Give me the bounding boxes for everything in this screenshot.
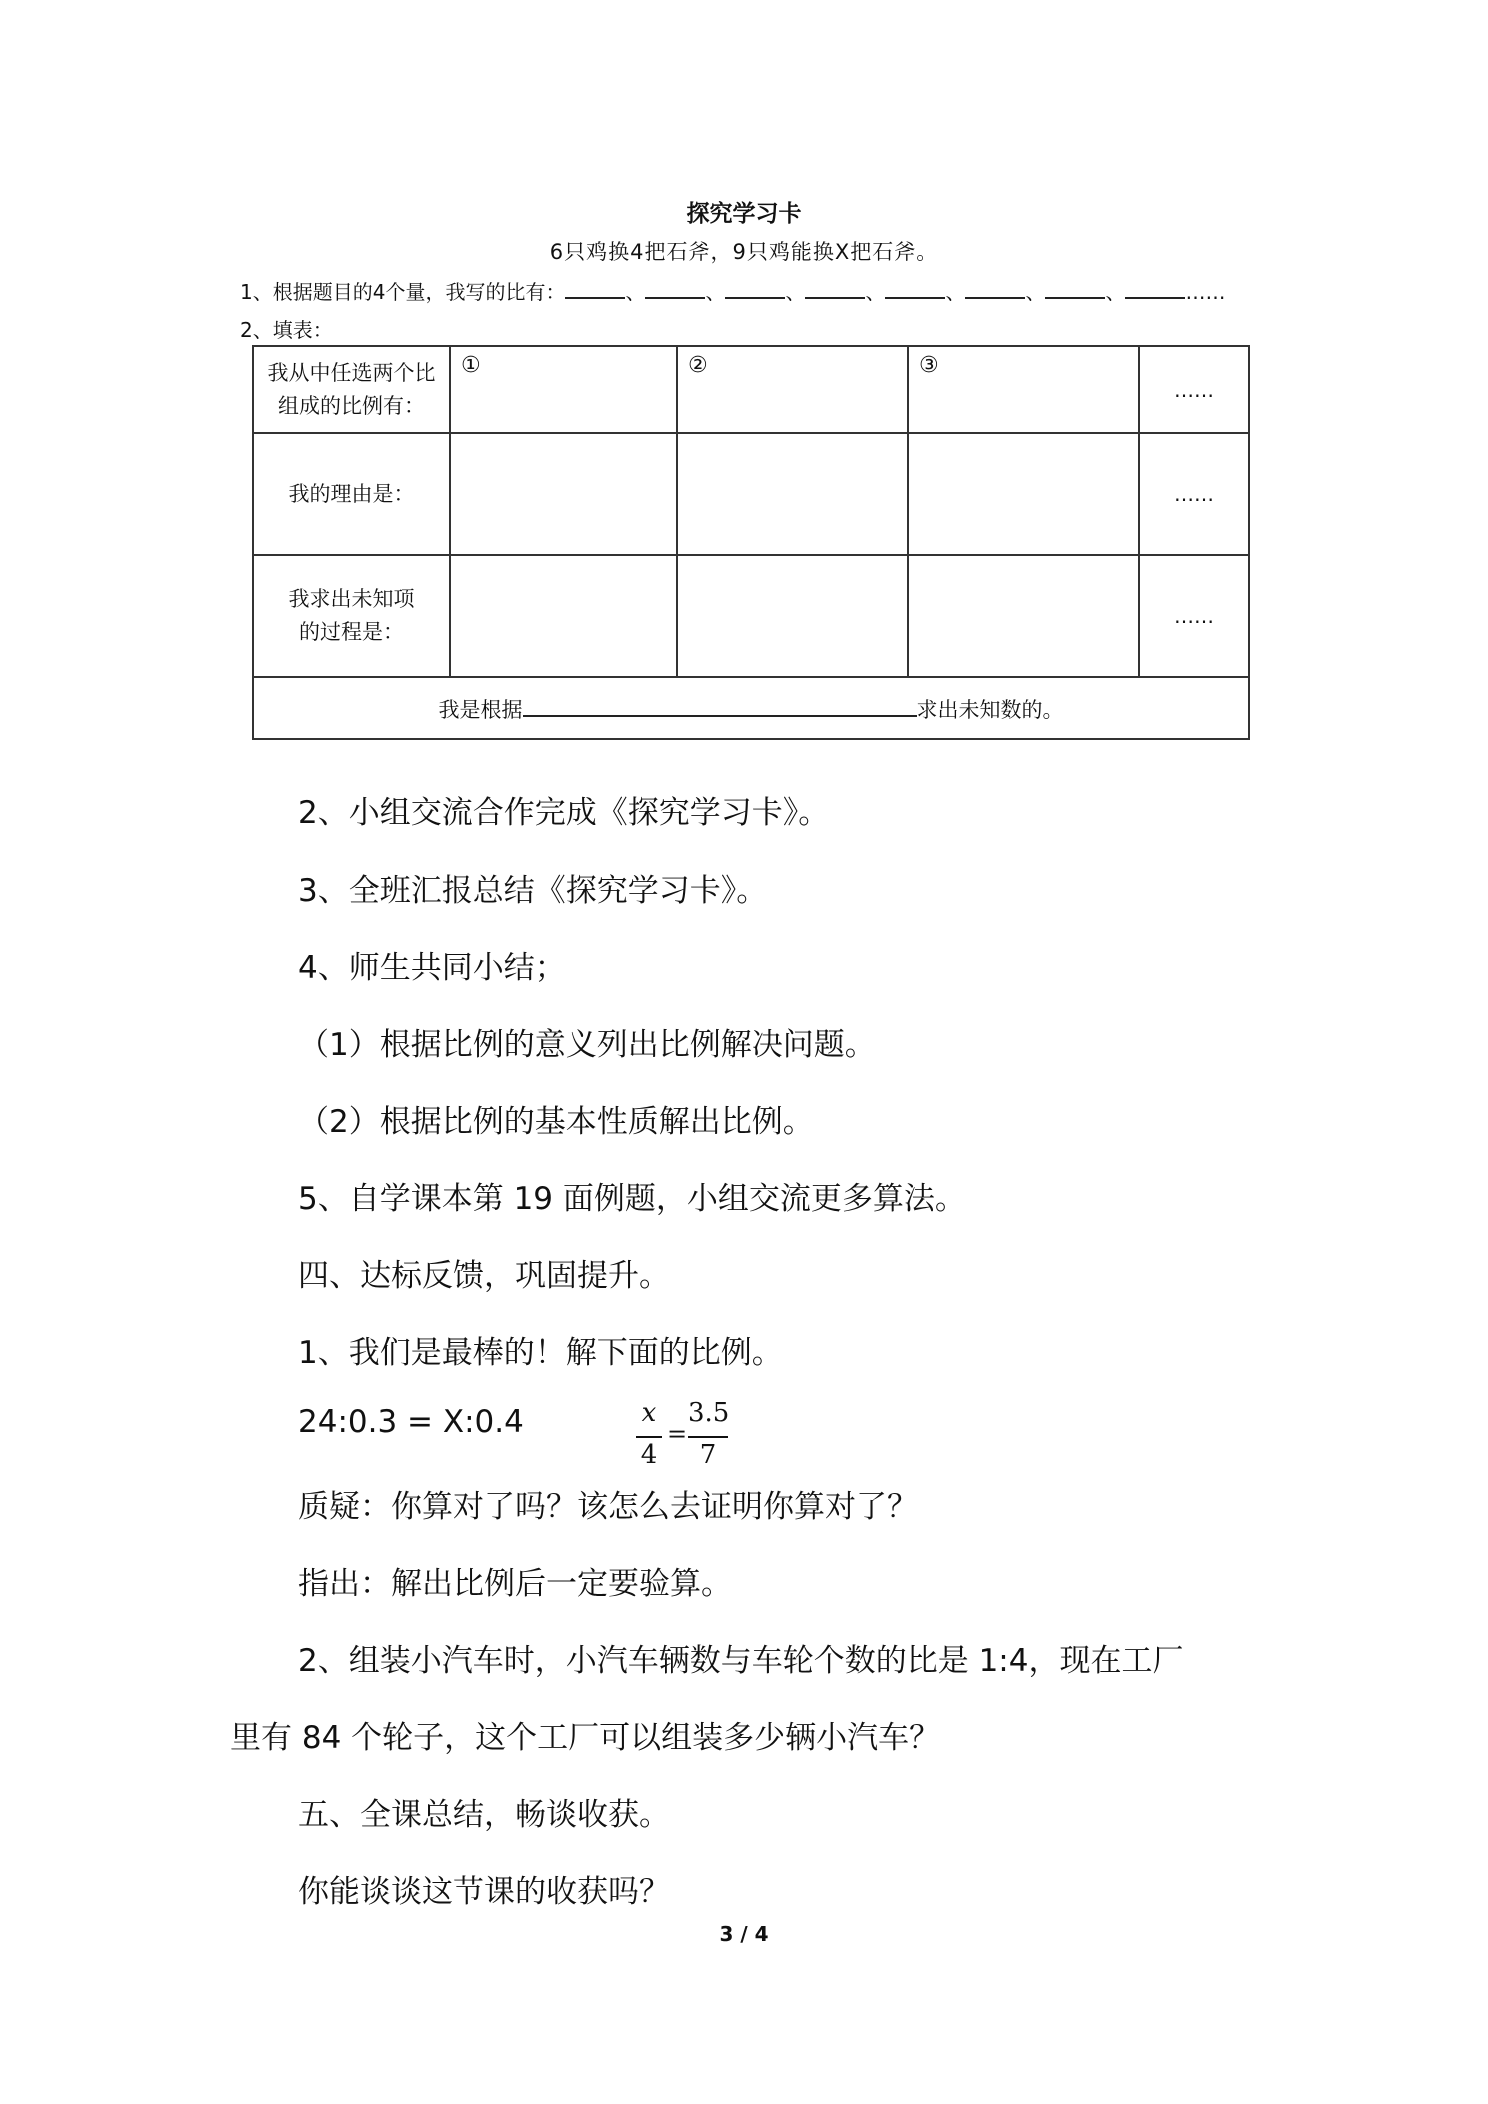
body-line: 你能谈谈这节课的收获吗？ <box>298 1874 670 1910</box>
ratio-blank[interactable] <box>805 279 865 299</box>
row-label-reason: 我的理由是： <box>253 433 450 555</box>
section-heading: 五、全课总结，畅谈收获。 <box>298 1797 670 1833</box>
reason-cell[interactable] <box>450 433 677 555</box>
proportion-cell-2[interactable]: ② <box>677 346 908 433</box>
ellipsis-cell: …… <box>1139 555 1249 677</box>
ratio-blank[interactable] <box>645 279 705 299</box>
proportion-cell-1[interactable]: ① <box>450 346 677 433</box>
row-label-proportions: 我从中任选两个比组成的比例有： <box>253 346 450 433</box>
page-number: 3 / 4 <box>719 1922 769 1946</box>
fraction-left <box>636 1398 662 1474</box>
fraction-numerator: 3.5 <box>688 1398 730 1428</box>
question-1-label: 1、根据题目的4个量，我写的比有： <box>240 280 566 304</box>
table-row <box>253 346 1249 433</box>
body-line: （2）根据比例的基本性质解出比例。 <box>298 1104 814 1140</box>
equation-1: 24:0.3 = X:0.4 <box>298 1404 524 1440</box>
body-line: 里有 84 个轮子，这个工厂可以组装多少辆小汽车？ <box>230 1720 941 1756</box>
proportion-cell-3[interactable]: ③ <box>908 346 1139 433</box>
ratio-blank[interactable] <box>725 279 785 299</box>
ellipsis-cell: …… <box>1139 346 1249 433</box>
fraction-numerator: x <box>641 1398 657 1428</box>
question-1-ellipsis: …… <box>1185 280 1226 304</box>
table-row <box>253 555 1249 677</box>
table-row <box>253 433 1249 555</box>
body-line: 1、我们是最棒的！解下面的比例。 <box>298 1335 783 1371</box>
ratio-blank[interactable] <box>885 279 945 299</box>
fraction-right <box>688 1398 728 1474</box>
ratio-blank[interactable] <box>1045 279 1105 299</box>
fraction-denominator: 4 <box>640 1440 658 1470</box>
study-card-table <box>252 345 1250 740</box>
card-title: 探究学习卡 <box>686 201 802 227</box>
section-heading: 四、达标反馈，巩固提升。 <box>298 1258 670 1294</box>
ellipsis-cell: …… <box>1139 433 1249 555</box>
body-line: 5、自学课本第 19 面例题，小组交流更多算法。 <box>298 1181 966 1217</box>
ratio-blank[interactable] <box>565 279 625 299</box>
body-line: （1）根据比例的意义列出比例解决问题。 <box>298 1027 876 1063</box>
reason-cell[interactable] <box>908 433 1139 555</box>
equals-sign: = <box>667 1420 688 1448</box>
fraction-denominator: 7 <box>699 1440 717 1470</box>
basis-blank[interactable] <box>523 693 917 717</box>
body-line: 2、小组交流合作完成《探究学习卡》。 <box>298 795 830 831</box>
table-row <box>253 677 1249 739</box>
row-label-process: 我求出未知项的过程是： <box>253 555 450 677</box>
basis-row: 我是根据 求出未知数的。 <box>253 677 1249 739</box>
question-2-label: 2、填表： <box>240 318 333 342</box>
card-problem: 6只鸡换4把石斧，9只鸡能换X把石斧。 <box>549 240 939 264</box>
reason-cell[interactable] <box>677 433 908 555</box>
body-line: 指出：解出比例后一定要验算。 <box>298 1566 732 1602</box>
ratio-blank[interactable] <box>1125 279 1185 299</box>
body-line: 质疑：你算对了吗？该怎么去证明你算对了？ <box>298 1489 918 1525</box>
body-line: 4、师生共同小结； <box>298 950 566 986</box>
process-cell[interactable] <box>908 555 1139 677</box>
ratio-blank[interactable] <box>965 279 1025 299</box>
process-cell[interactable] <box>677 555 908 677</box>
body-line: 3、全班汇报总结《探究学习卡》。 <box>298 873 768 909</box>
question-1: 1、根据题目的4个量，我写的比有： 、 、 、 、 、 、 、 …… <box>240 280 1226 304</box>
process-cell[interactable] <box>450 555 677 677</box>
body-line: 2、组装小汽车时，小汽车辆数与车轮个数的比是 1:4，现在工厂 <box>298 1643 1184 1679</box>
